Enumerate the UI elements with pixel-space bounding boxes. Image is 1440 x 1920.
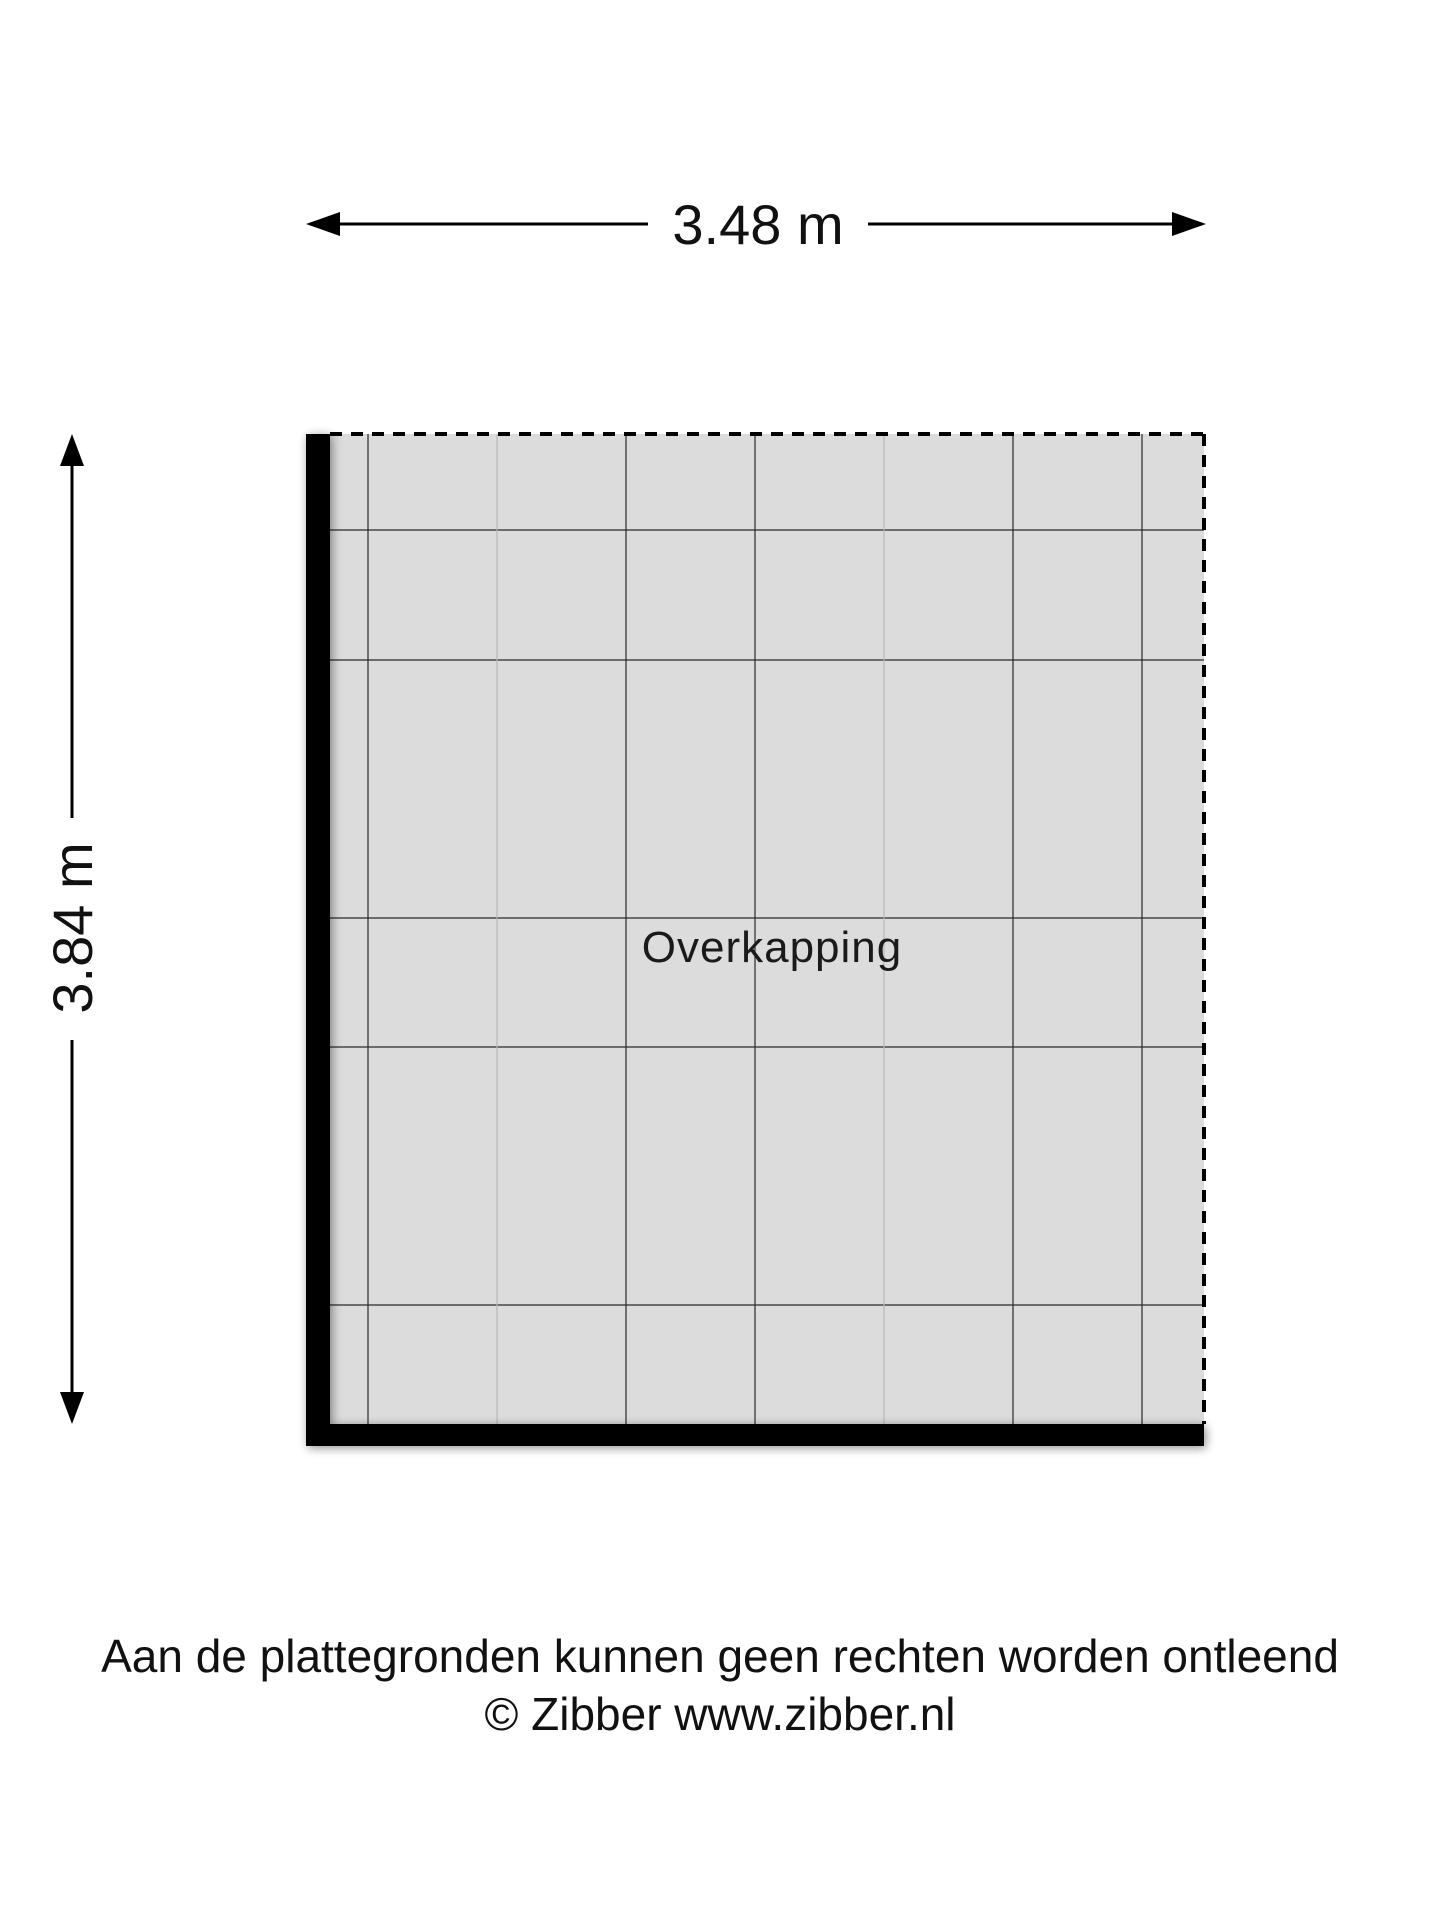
width-dimension: [306, 193, 1206, 256]
arrowhead-up-icon: [60, 434, 84, 466]
arrowhead-right-icon: [1172, 212, 1206, 236]
room-overkapping: [306, 434, 1204, 1446]
height-dimension-label: 3.84 m: [41, 842, 104, 1014]
arrowhead-down-icon: [60, 1392, 84, 1424]
wall-left: [306, 434, 330, 1446]
wall-bottom: [306, 1424, 1204, 1446]
height-dimension: [41, 434, 104, 1424]
disclaimer-text: Aan de plattegronden kunnen geen rechten worden ontleend: [101, 1630, 1339, 1682]
copyright-text: © Zibber www.zibber.nl: [484, 1688, 956, 1740]
room-label: Overkapping: [641, 923, 903, 972]
width-dimension-label: 3.48 m: [672, 193, 844, 256]
arrowhead-left-icon: [306, 212, 340, 236]
